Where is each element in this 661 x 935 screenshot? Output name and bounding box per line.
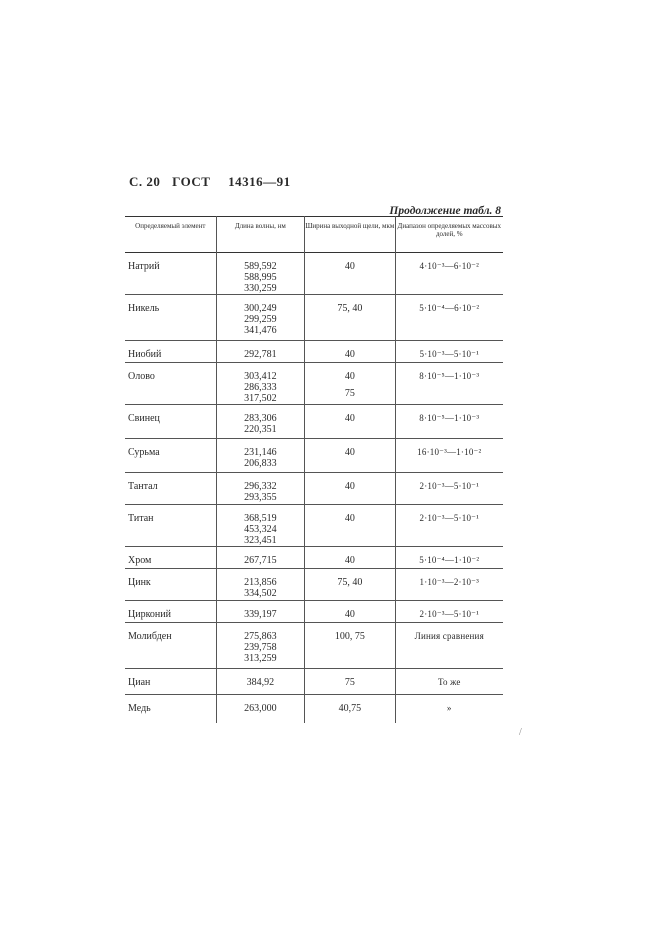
slit-width-value: 40: [344, 481, 355, 492]
table-row: [125, 547, 503, 569]
slit-width-value: 40: [344, 513, 355, 524]
range-cell: 1·10⁻³—2·10⁻³: [395, 569, 503, 601]
wavelength-cell: [216, 253, 305, 295]
wavelength-value: 292,781: [244, 349, 277, 360]
wavelength-value: 231,146: [244, 447, 277, 458]
wavelength-value: 589,592: [244, 261, 277, 272]
table-row: [125, 505, 503, 547]
range-cell: То же: [395, 669, 503, 695]
element-cell: Медь: [125, 695, 216, 723]
range-cell: 2·10⁻³—5·10⁻¹: [395, 473, 503, 505]
wavelength-value: 323,451: [244, 535, 277, 546]
column-header-slit-width: Ширина выходной щели, мкм: [305, 217, 395, 253]
wavelength-value: 293,355: [244, 492, 277, 503]
wavelength-value: 299,259: [244, 314, 277, 325]
element-cell: Молибден: [125, 623, 216, 669]
table-row: [125, 669, 503, 695]
slit-width-cell: [305, 547, 395, 569]
slit-width-cell: [305, 569, 395, 601]
slit-width-cell: [305, 405, 395, 439]
slit-width-value: 40,75: [338, 703, 362, 714]
wavelength-value: 286,333: [244, 382, 277, 393]
range-cell: 5·10⁻³—5·10⁻¹: [395, 341, 503, 363]
wavelength-value: 330,259: [244, 283, 277, 294]
slit-width-value: 100, 75: [334, 631, 365, 642]
wavelength-value: 341,476: [244, 325, 277, 336]
wavelength-value: 275,863: [244, 631, 277, 642]
table-body: [125, 253, 503, 723]
wavelength-value: 283,306: [244, 413, 277, 424]
table-row: [125, 439, 503, 473]
table-header-row: [125, 217, 503, 253]
table-row: [125, 363, 503, 405]
table-row: [125, 569, 503, 601]
wavelength-cell: [216, 569, 305, 601]
element-cell: Циан: [125, 669, 216, 695]
table-row: [125, 601, 503, 623]
wavelength-value: 303,412: [244, 371, 277, 382]
element-cell: Никель: [125, 295, 216, 341]
column-header-wavelength: Длина волны, нм: [216, 217, 305, 253]
slit-width-value: 40: [344, 371, 355, 382]
wavelength-value: 317,502: [244, 393, 277, 404]
wavelength-value: 220,351: [244, 424, 277, 435]
range-cell: »: [395, 695, 503, 723]
wavelength-cell: [216, 623, 305, 669]
wavelength-value: 334,502: [244, 588, 277, 599]
slit-width-cell: [305, 341, 395, 363]
table-row: [125, 295, 503, 341]
wavelength-value: 239,758: [244, 642, 277, 653]
wavelength-value: 368,519: [244, 513, 277, 524]
slit-width-cell: [305, 295, 395, 341]
slit-width-value: 75, 40: [337, 577, 363, 588]
slit-width-cell: [305, 473, 395, 505]
range-cell: 4·10⁻³—6·10⁻²: [395, 253, 503, 295]
element-cell: Хром: [125, 547, 216, 569]
range-cell: 16·10⁻³—1·10⁻²: [395, 439, 503, 473]
wavelength-value: 300,249: [244, 303, 277, 314]
range-cell: 5·10⁻⁴—1·10⁻²: [395, 547, 503, 569]
slit-width-cell: [305, 505, 395, 547]
wavelength-cell: [216, 601, 305, 623]
wavelength-value: 296,332: [244, 481, 277, 492]
wavelength-value: 213,856: [244, 577, 277, 588]
wavelength-cell: [216, 363, 305, 405]
wavelength-value: 267,715: [244, 555, 277, 566]
page-header: [129, 174, 291, 190]
table-row: [125, 623, 503, 669]
wavelength-value: 339,197: [244, 609, 277, 620]
table-row: [125, 405, 503, 439]
slit-width-cell: [305, 669, 395, 695]
element-cell: Олово: [125, 363, 216, 405]
wavelength-cell: [216, 547, 305, 569]
range-cell: Линия сравнения: [395, 623, 503, 669]
range-cell: 2·10⁻³—5·10⁻¹: [395, 505, 503, 547]
slit-width-value: 40: [344, 609, 355, 620]
element-cell: Цинк: [125, 569, 216, 601]
slit-width-cell: [305, 601, 395, 623]
wavelength-cell: [216, 439, 305, 473]
table-continuation-label: Продолжение табл. 8: [389, 205, 501, 217]
column-header-element: Определяемый элемент: [125, 217, 216, 253]
wavelength-cell: [216, 473, 305, 505]
range-cell: 2·10⁻³—5·10⁻¹: [395, 601, 503, 623]
wavelength-cell: [216, 405, 305, 439]
element-cell: Свинец: [125, 405, 216, 439]
slit-width-value: 40: [344, 261, 355, 272]
slit-width-value: 75: [344, 677, 355, 688]
table-row: [125, 253, 503, 295]
slit-width-value: 75, 40: [337, 303, 363, 314]
range-cell: 5·10⁻⁴—6·10⁻²: [395, 295, 503, 341]
range-cell: 8·10⁻⁵—1·10⁻³: [395, 363, 503, 405]
slit-width-value: 40: [344, 413, 355, 424]
slit-width-value: 40: [344, 447, 355, 458]
element-cell: Титан: [125, 505, 216, 547]
column-header-range: Диапазон определяемых массовых долей, %: [395, 217, 503, 253]
wavelength-value: 453,324: [244, 524, 277, 535]
range-cell: 8·10⁻⁵—1·10⁻³: [395, 405, 503, 439]
slit-width-cell: [305, 439, 395, 473]
slit-width-cell: [305, 623, 395, 669]
wavelength-cell: [216, 505, 305, 547]
element-cell: Натрий: [125, 253, 216, 295]
wavelength-cell: [216, 695, 305, 723]
wavelength-value: 206,833: [244, 458, 277, 469]
page-mark: /: [519, 727, 522, 738]
element-cell: Ниобий: [125, 341, 216, 363]
wavelength-value: 313,259: [244, 653, 277, 664]
slit-width-cell: [305, 253, 395, 295]
slit-width-cell: [305, 695, 395, 723]
element-cell: Тантал: [125, 473, 216, 505]
element-cell: Цирконий: [125, 601, 216, 623]
table-row: [125, 341, 503, 363]
table-row: [125, 473, 503, 505]
standard-number: 14316—91: [228, 174, 291, 189]
slit-width-cell: [305, 363, 395, 405]
spectral-lines-table: [125, 216, 503, 723]
wavelength-cell: [216, 669, 305, 695]
wavelength-value: 384,92: [246, 677, 275, 688]
wavelength-cell: [216, 341, 305, 363]
slit-width-value-2: 75: [344, 388, 355, 399]
slit-width-value: 40: [344, 349, 355, 360]
table-row: [125, 695, 503, 723]
wavelength-cell: [216, 295, 305, 341]
element-cell: Сурьма: [125, 439, 216, 473]
slit-width-value: 40: [344, 555, 355, 566]
wavelength-value: 263,000: [244, 703, 277, 714]
page-number: С. 20: [129, 174, 161, 189]
standard-label: ГОСТ: [172, 174, 211, 189]
wavelength-value: 588,995: [244, 272, 277, 283]
